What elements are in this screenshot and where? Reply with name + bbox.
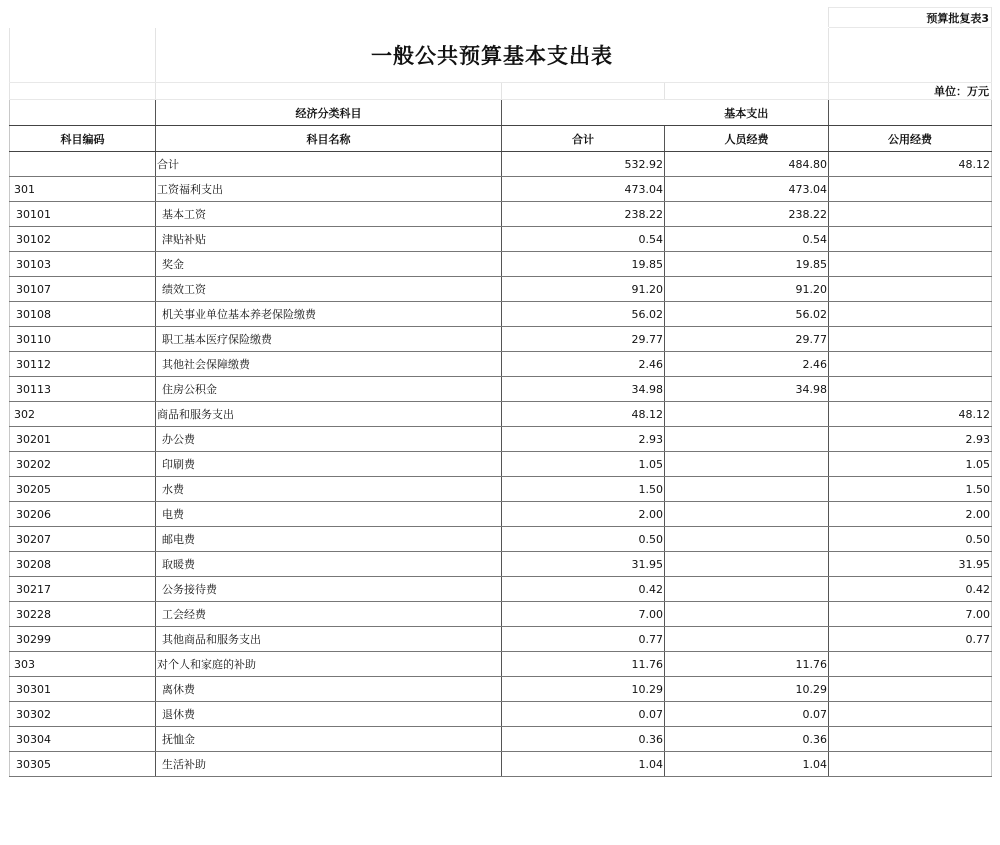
cell-name: 工资福利支出 bbox=[156, 177, 502, 202]
cell-total: 0.07 bbox=[502, 702, 665, 727]
cell-code: 302 bbox=[10, 402, 156, 427]
cell-public bbox=[829, 302, 992, 327]
cell-code: 30108 bbox=[10, 302, 156, 327]
table-row bbox=[10, 727, 992, 752]
cell-code: 30101 bbox=[10, 202, 156, 227]
table-row bbox=[10, 227, 992, 252]
unit-label: 单位：万元 bbox=[829, 83, 992, 100]
cell-public bbox=[829, 327, 992, 352]
cell-public bbox=[829, 377, 992, 402]
cell-name: 邮电费 bbox=[156, 527, 502, 552]
cell-public bbox=[829, 252, 992, 277]
table-row bbox=[10, 177, 992, 202]
header-column-row bbox=[10, 126, 992, 152]
table-row bbox=[10, 402, 992, 427]
cell-public bbox=[829, 652, 992, 677]
cell-name: 公务接待费 bbox=[156, 577, 502, 602]
table-row bbox=[10, 352, 992, 377]
cell-name: 绩效工资 bbox=[156, 277, 502, 302]
cell-public: 1.05 bbox=[829, 452, 992, 477]
cell-name: 离休费 bbox=[156, 677, 502, 702]
cell-code: 30102 bbox=[10, 227, 156, 252]
cell-personnel: 10.29 bbox=[665, 677, 829, 702]
budget-sheet bbox=[9, 7, 991, 777]
cell-code: 30107 bbox=[10, 277, 156, 302]
title-row bbox=[10, 28, 992, 83]
unit-row bbox=[10, 83, 992, 100]
header-group-row bbox=[10, 100, 992, 126]
cell-name: 机关事业单位基本养老保险缴费 bbox=[156, 302, 502, 327]
cell-public bbox=[829, 727, 992, 752]
cell-public: 1.50 bbox=[829, 477, 992, 502]
table-row bbox=[10, 752, 992, 777]
header-empty-cell bbox=[10, 100, 156, 126]
cell-public bbox=[829, 202, 992, 227]
table-row bbox=[10, 302, 992, 327]
cell-name: 合计 bbox=[156, 152, 502, 177]
cell-name: 其他社会保障缴费 bbox=[156, 352, 502, 377]
cell-code: 30113 bbox=[10, 377, 156, 402]
header-econ-group: 经济分类科目 bbox=[156, 100, 502, 126]
header-public: 公用经费 bbox=[829, 126, 992, 152]
cell-name: 抚恤金 bbox=[156, 727, 502, 752]
table-row bbox=[10, 252, 992, 277]
cell-code: 30299 bbox=[10, 627, 156, 652]
cell-code: 30112 bbox=[10, 352, 156, 377]
cell-personnel: 238.22 bbox=[665, 202, 829, 227]
table-row bbox=[10, 602, 992, 627]
cell-personnel bbox=[665, 452, 829, 477]
cell-code: 30206 bbox=[10, 502, 156, 527]
cell-total: 1.04 bbox=[502, 752, 665, 777]
table-row bbox=[10, 627, 992, 652]
header-code: 科目编码 bbox=[10, 126, 156, 152]
cell-personnel: 11.76 bbox=[665, 652, 829, 677]
cell-code: 30202 bbox=[10, 452, 156, 477]
table-row bbox=[10, 202, 992, 227]
table-row bbox=[10, 677, 992, 702]
cell-code bbox=[10, 152, 156, 177]
cell-code: 301 bbox=[10, 177, 156, 202]
cell-total: 0.36 bbox=[502, 727, 665, 752]
cell-personnel: 0.07 bbox=[665, 702, 829, 727]
table-row bbox=[10, 552, 992, 577]
cell-name: 奖金 bbox=[156, 252, 502, 277]
table-row bbox=[10, 702, 992, 727]
cell-total: 31.95 bbox=[502, 552, 665, 577]
cell-name: 商品和服务支出 bbox=[156, 402, 502, 427]
cell-public: 0.77 bbox=[829, 627, 992, 652]
cell-total: 29.77 bbox=[502, 327, 665, 352]
cell-code: 30208 bbox=[10, 552, 156, 577]
cell-personnel bbox=[665, 427, 829, 452]
table-row bbox=[10, 502, 992, 527]
cell-total: 0.77 bbox=[502, 627, 665, 652]
cell-name: 基本工资 bbox=[156, 202, 502, 227]
cell-public bbox=[829, 352, 992, 377]
cell-name: 职工基本医疗保险缴费 bbox=[156, 327, 502, 352]
budget-table bbox=[9, 7, 992, 777]
cell-public: 0.50 bbox=[829, 527, 992, 552]
cell-personnel: 91.20 bbox=[665, 277, 829, 302]
cell-name: 办公费 bbox=[156, 427, 502, 452]
cell-personnel: 34.98 bbox=[665, 377, 829, 402]
cell-personnel: 29.77 bbox=[665, 327, 829, 352]
cell-name: 电费 bbox=[156, 502, 502, 527]
cell-total: 0.50 bbox=[502, 527, 665, 552]
cell-public bbox=[829, 752, 992, 777]
cell-public bbox=[829, 177, 992, 202]
table-row bbox=[10, 377, 992, 402]
cell-code: 30302 bbox=[10, 702, 156, 727]
cell-personnel: 0.36 bbox=[665, 727, 829, 752]
cell-public: 0.42 bbox=[829, 577, 992, 602]
cell-code: 30217 bbox=[10, 577, 156, 602]
cell-total: 1.50 bbox=[502, 477, 665, 502]
cell-public: 7.00 bbox=[829, 602, 992, 627]
cell-total: 34.98 bbox=[502, 377, 665, 402]
cell-code: 30301 bbox=[10, 677, 156, 702]
cell-name: 取暖费 bbox=[156, 552, 502, 577]
cell-name: 住房公积金 bbox=[156, 377, 502, 402]
cell-total: 7.00 bbox=[502, 602, 665, 627]
cell-name: 水费 bbox=[156, 477, 502, 502]
cell-personnel: 484.80 bbox=[665, 152, 829, 177]
cell-total: 2.93 bbox=[502, 427, 665, 452]
cell-public bbox=[829, 677, 992, 702]
cell-total: 48.12 bbox=[502, 402, 665, 427]
cell-personnel bbox=[665, 502, 829, 527]
header-total: 合计 bbox=[502, 126, 665, 152]
cell-name: 印刷费 bbox=[156, 452, 502, 477]
cell-total: 473.04 bbox=[502, 177, 665, 202]
doc-label-row bbox=[10, 8, 992, 28]
cell-personnel bbox=[665, 627, 829, 652]
doc-label: 预算批复表3 bbox=[829, 8, 992, 28]
cell-total: 532.92 bbox=[502, 152, 665, 177]
cell-code: 30305 bbox=[10, 752, 156, 777]
table-row bbox=[10, 527, 992, 552]
cell-total: 56.02 bbox=[502, 302, 665, 327]
cell-public: 48.12 bbox=[829, 152, 992, 177]
cell-total: 238.22 bbox=[502, 202, 665, 227]
cell-personnel bbox=[665, 527, 829, 552]
cell-total: 19.85 bbox=[502, 252, 665, 277]
table-row bbox=[10, 652, 992, 677]
header-name: 科目名称 bbox=[156, 126, 502, 152]
cell-public: 31.95 bbox=[829, 552, 992, 577]
cell-code: 30205 bbox=[10, 477, 156, 502]
cell-personnel bbox=[665, 577, 829, 602]
cell-total: 0.54 bbox=[502, 227, 665, 252]
cell-public: 2.00 bbox=[829, 502, 992, 527]
cell-total: 2.46 bbox=[502, 352, 665, 377]
table-row bbox=[10, 277, 992, 302]
cell-public bbox=[829, 227, 992, 252]
cell-total: 91.20 bbox=[502, 277, 665, 302]
cell-code: 303 bbox=[10, 652, 156, 677]
table-row bbox=[10, 152, 992, 177]
cell-code: 30207 bbox=[10, 527, 156, 552]
table-row bbox=[10, 327, 992, 352]
cell-name: 对个人和家庭的补助 bbox=[156, 652, 502, 677]
table-row bbox=[10, 477, 992, 502]
cell-public bbox=[829, 702, 992, 727]
table-row bbox=[10, 452, 992, 477]
cell-total: 2.00 bbox=[502, 502, 665, 527]
cell-name: 生活补助 bbox=[156, 752, 502, 777]
cell-public: 48.12 bbox=[829, 402, 992, 427]
header-basic-group: 基本支出 bbox=[665, 100, 829, 126]
page-title: 一般公共预算基本支出表 bbox=[156, 28, 829, 83]
header-personnel: 人员经费 bbox=[665, 126, 829, 152]
cell-public bbox=[829, 277, 992, 302]
cell-code: 30103 bbox=[10, 252, 156, 277]
cell-total: 10.29 bbox=[502, 677, 665, 702]
cell-total: 0.42 bbox=[502, 577, 665, 602]
cell-personnel: 2.46 bbox=[665, 352, 829, 377]
cell-personnel: 19.85 bbox=[665, 252, 829, 277]
cell-personnel bbox=[665, 552, 829, 577]
cell-code: 30304 bbox=[10, 727, 156, 752]
cell-personnel: 1.04 bbox=[665, 752, 829, 777]
cell-personnel bbox=[665, 477, 829, 502]
cell-personnel: 0.54 bbox=[665, 227, 829, 252]
cell-personnel: 56.02 bbox=[665, 302, 829, 327]
cell-public: 2.93 bbox=[829, 427, 992, 452]
cell-personnel bbox=[665, 602, 829, 627]
cell-name: 津贴补贴 bbox=[156, 227, 502, 252]
header-empty-cell bbox=[829, 100, 992, 126]
cell-total: 11.76 bbox=[502, 652, 665, 677]
cell-name: 工会经费 bbox=[156, 602, 502, 627]
table-row bbox=[10, 577, 992, 602]
cell-code: 30201 bbox=[10, 427, 156, 452]
cell-personnel bbox=[665, 402, 829, 427]
cell-personnel: 473.04 bbox=[665, 177, 829, 202]
cell-name: 退休费 bbox=[156, 702, 502, 727]
header-spacer bbox=[502, 100, 665, 126]
cell-code: 30110 bbox=[10, 327, 156, 352]
cell-code: 30228 bbox=[10, 602, 156, 627]
cell-name: 其他商品和服务支出 bbox=[156, 627, 502, 652]
cell-total: 1.05 bbox=[502, 452, 665, 477]
table-row bbox=[10, 427, 992, 452]
